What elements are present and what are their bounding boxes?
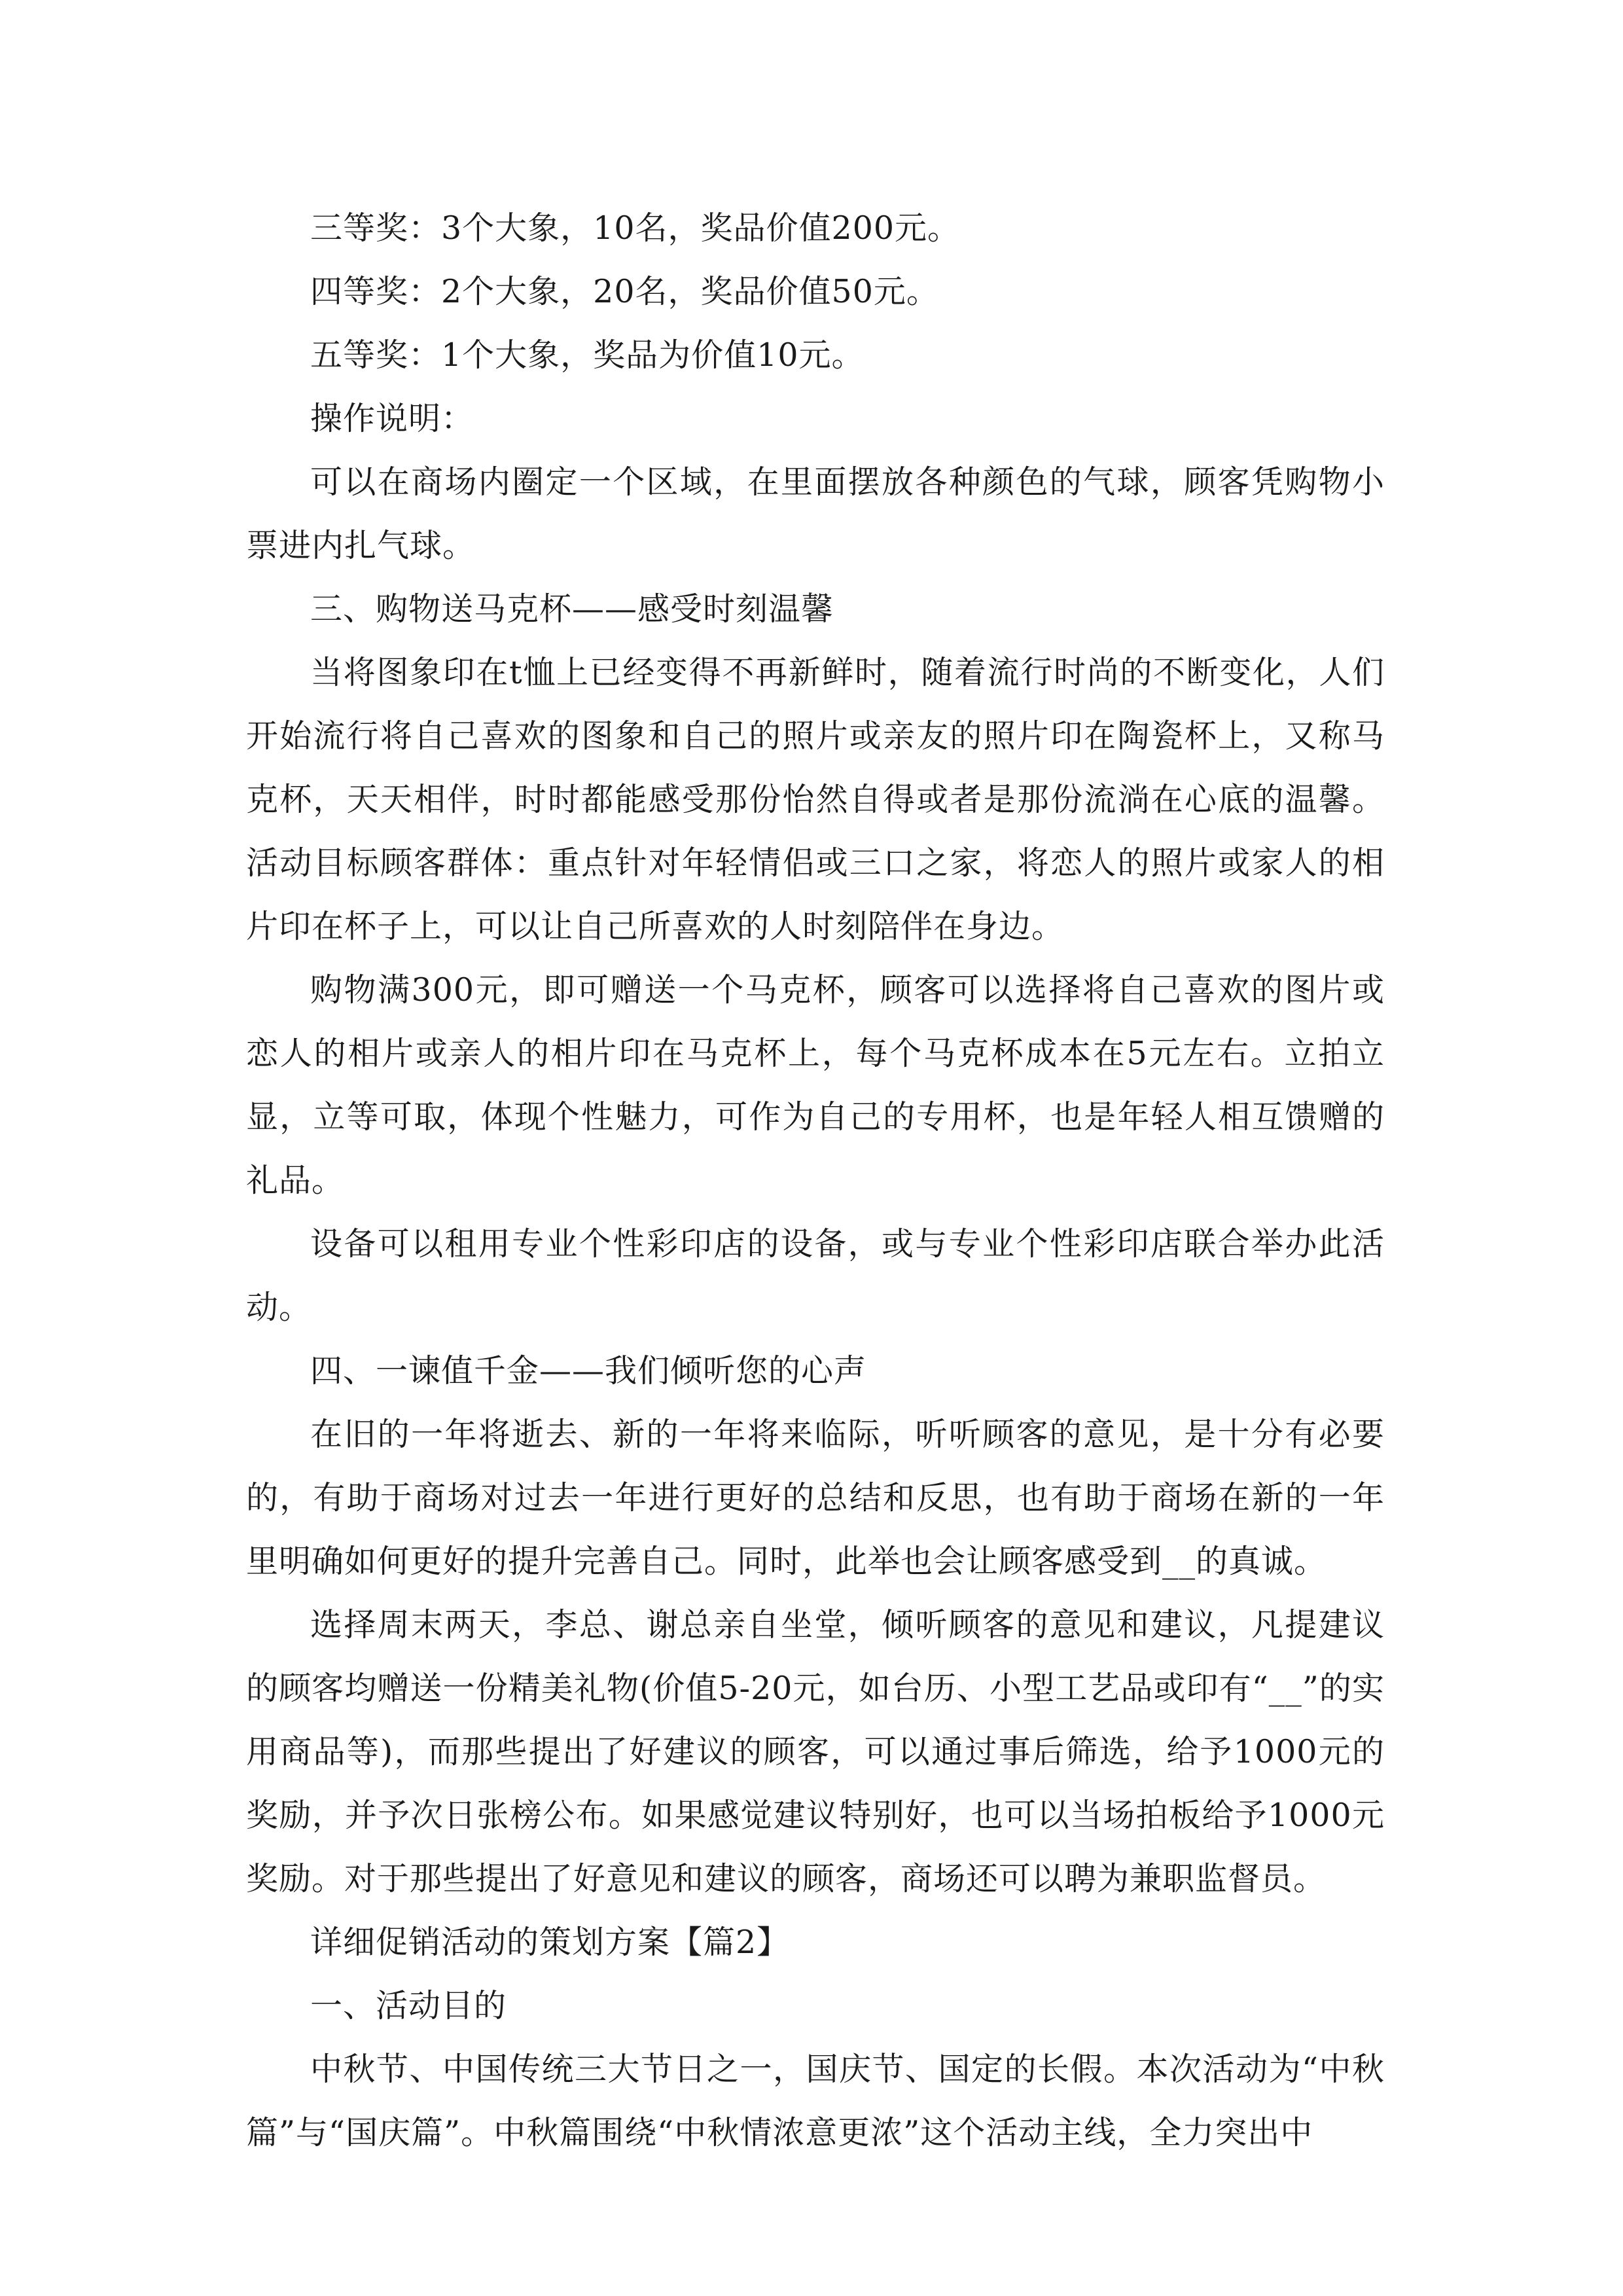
paragraph-mug-equipment: 设备可以租用专业个性彩印店的设备，或与专业个性彩印店联合举办此活动。 — [246, 1225, 1385, 1326]
paragraph-prize-fourth: 四等奖：2个大象，20名，奖品价值50元。 — [310, 273, 939, 310]
paragraph-prize-third: 三等奖：3个大象，10名，奖品价值200元。 — [310, 209, 961, 247]
paragraph-prize-fifth: 五等奖：1个大象，奖品为价值10元。 — [310, 336, 865, 374]
section-heading-feedback: 四、一谏值千金——我们倾听您的心声 — [310, 1352, 867, 1390]
paragraph-feedback-detail: 选择周末两天，李总、谢总亲自坐堂，倾听顾客的意见和建议，凡提建议的顾客均赠送一份精美礼物(价值5-20元，如台历、小型工艺品或印有“__”的实用商品等)，而那些提出了好建议的顾客，可以通过事后筛选，给予1000元的奖励，并予次日张榜公布。如果感觉建议特别好，也可以当场拍板给予1000元奖励。对于那些提出了好意见和建议的顾客，商场还可以聘为兼职监督员。 — [246, 1606, 1385, 1897]
paragraph-feedback-intro: 在旧的一年将逝去、新的一年将来临际，听听顾客的意见，是十分有必要的，有助于商场对过去一年进行更好的总结和反思，也有助于商场在新的一年里明确如何更好的提升完善自己。同时，此举也会让顾客感受到__的真诚。 — [246, 1416, 1385, 1580]
document-part-heading: 详细促销活动的策划方案【篇2】 — [310, 1924, 790, 1961]
section-heading-purpose: 一、活动目的 — [310, 1987, 507, 2024]
paragraph-mug-offer: 购物满300元，即可赠送一个马克杯，顾客可以选择将自己喜欢的图片或恋人的相片或亲人的相片印在马克杯上，每个马克杯成本在5元左右。立拍立显，立等可取，体现个性魅力，可作为自己的专用杯，也是年轻人相互馈赠的礼品。 — [246, 971, 1385, 1199]
paragraph-operation-detail: 可以在商场内圈定一个区域，在里面摆放各种颜色的气球，顾客凭购物小票进内扎气球。 — [246, 463, 1385, 564]
document-body — [246, 196, 1385, 2164]
paragraph-operation-heading: 操作说明： — [310, 400, 474, 437]
section-heading-mug: 三、购物送马克杯——感受时刻温馨 — [310, 590, 834, 628]
paragraph-mug-intro: 当将图象印在t恤上已经变得不再新鲜时，随着流行时尚的不断变化，人们开始流行将自己喜欢的图象和自己的照片或亲友的照片印在陶瓷杯上，又称马克杯，天天相伴，时时都能感受那份怡然自得或者是那份流淌在心底的温馨。活动目标顾客群体：重点针对年轻情侣或三口之家，将恋人的照片或家人的相片印在杯子上，可以让自己所喜欢的人时刻陪伴在身边。 — [246, 654, 1385, 945]
paragraph-purpose-detail: 中秋节、中国传统三大节日之一，国庆节、国定的长假。本次活动为“中秋篇”与“国庆篇”。中秋篇围绕“中秋情浓意更浓”这个活动主线，全力突出中 — [246, 2051, 1385, 2151]
